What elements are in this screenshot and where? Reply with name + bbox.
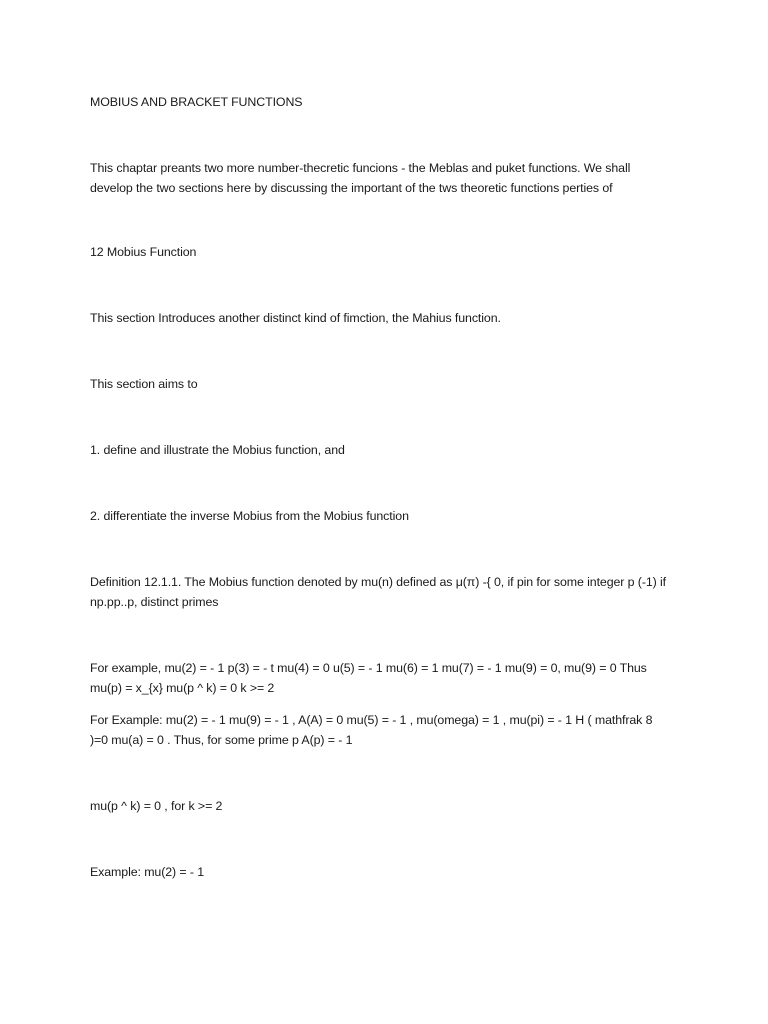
- example-paragraph-1: For example, mu(2) = - 1 p(3) = - t mu(4) = 0 u(5) = - 1 mu(6) = 1 mu(7) = - 1 mu(9) = 0, mu(9) = 0 Thus mu(p) = x_{x} mu(p ^ k) = 0 k >= 2: [90, 661, 647, 695]
- aims-paragraph: This section aims to: [90, 377, 198, 391]
- intro-paragraph: This chaptar preants two more number-thecretic funcions - the Meblas and puket functions. We shall develop the two sections here by discussing the important of the tws theoretic functions perties of: [90, 161, 631, 195]
- section-heading: 12 Mobius Function: [90, 245, 197, 259]
- section-intro-paragraph: This section Introduces another distinct kind of fimction, the Mahius function.: [90, 311, 501, 325]
- example-paragraph-3: Example: mu(2) = - 1: [90, 865, 205, 879]
- formula-paragraph: mu(p ^ k) = 0 , for k >= 2: [90, 799, 223, 813]
- document-title: MOBIUS AND BRACKET FUNCTIONS: [90, 95, 303, 109]
- aim-item-2: 2. differentiate the inverse Mobius from the Mobius function: [90, 509, 409, 523]
- definition-paragraph: Definition 12.1.1. The Mobius function denoted by mu(n) defined as μ(π) -{ 0, if pin for some integer p (-1) if np.pp..p, distinct primes: [90, 575, 667, 609]
- aim-item-1: 1. define and illustrate the Mobius function, and: [90, 443, 345, 457]
- example-paragraph-2: For Example: mu(2) = - 1 mu(9) = - 1 , A(A) = 0 mu(5) = - 1 , mu(omega) = 1 , mu(pi) = - 1 H ( mathfrak 8 )=0 mu(a) = 0 . Thus, for some prime p A(p) = - 1: [90, 713, 653, 747]
